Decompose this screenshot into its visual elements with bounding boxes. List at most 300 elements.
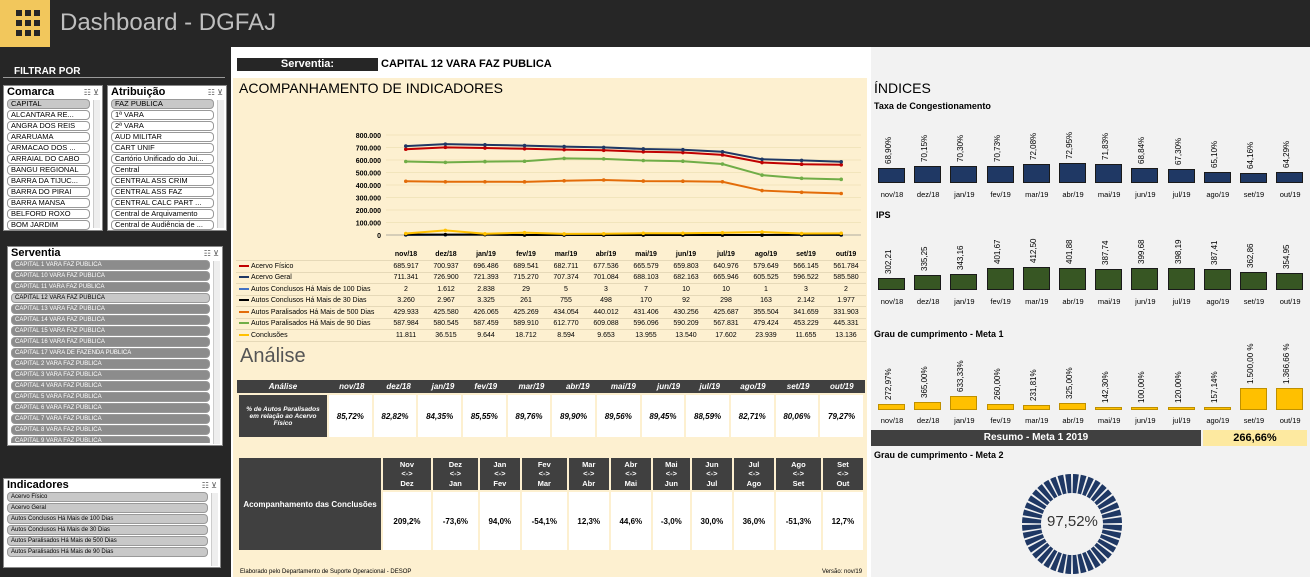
table-cell: 2: [826, 284, 866, 296]
analise-header-cell[interactable]: Análise: [268, 382, 298, 391]
conclusoes-header-row: [239, 458, 863, 490]
ips-title: IPS: [876, 210, 891, 220]
slicer-item[interactable]: CENTRAL ASS CRIM: [111, 176, 214, 186]
table-cell: 163: [746, 295, 786, 307]
slicer-item[interactable]: BARRA DA TIJUC...: [7, 176, 90, 186]
menu-grid-icon[interactable]: [0, 0, 50, 47]
bar: [1240, 173, 1267, 183]
table-cell: 580.545: [426, 318, 466, 330]
slicer-item[interactable]: CAPITAL 1 VARA FAZ PUBLICA: [11, 260, 210, 270]
analise-value: 89,56%: [597, 395, 640, 437]
bar-category: dez/18: [916, 416, 940, 425]
conclusoes-value: 94,0%: [480, 492, 520, 550]
period-part: Mai: [665, 459, 678, 469]
bar: [987, 166, 1014, 183]
bar: [1276, 172, 1303, 183]
data-point: [483, 160, 487, 164]
bar-label: 399,68: [1137, 239, 1147, 265]
bar-label: 64,29%: [1282, 141, 1292, 169]
table-row: [236, 284, 866, 296]
table-cell: 434.054: [546, 307, 586, 319]
scrollbar[interactable]: [213, 261, 220, 444]
clear-filter-icon[interactable]: ☷ ⊻: [207, 88, 223, 97]
data-point: [721, 180, 725, 184]
scrollbar[interactable]: [211, 493, 218, 566]
table-cell: 13.136: [826, 330, 866, 342]
data-point: [800, 159, 804, 163]
analise-month: jan/19: [431, 382, 455, 391]
slicer-item[interactable]: BARRA MANSA: [7, 198, 90, 208]
bar-category: nov/18: [880, 190, 904, 199]
table-header-row: [236, 249, 866, 261]
bar-label: 67,30%: [1173, 138, 1183, 166]
table-cell: 755: [546, 295, 586, 307]
table-row: [236, 272, 866, 284]
slicer-item[interactable]: CAPITAL 4 VARA FAZ PUBLICA: [11, 381, 210, 391]
slicer-item[interactable]: CAPITAL 10 VARA FAZ PUBLICA: [11, 271, 210, 281]
table-cell: 3.325: [466, 295, 506, 307]
legend-swatch: [239, 276, 249, 278]
table-cell: 341.659: [786, 307, 826, 319]
slicer-item[interactable]: BOM JARDIM: [7, 220, 90, 230]
slicer-item[interactable]: Cartório Unificado do Jui...: [111, 154, 214, 164]
table-row: [236, 318, 866, 330]
data-point: [641, 147, 645, 151]
period-part: Mai: [624, 478, 638, 488]
bar-label: 302,21: [884, 250, 893, 275]
analise-month: dez/18: [386, 382, 411, 391]
data-point: [721, 153, 725, 157]
slicer-item[interactable]: ALCANTARA RE...: [7, 110, 90, 120]
clear-filter-icon[interactable]: ☷ ⊻: [201, 481, 217, 490]
series-name: Autos Conclusos Há Mais de 30 Dias: [251, 297, 367, 305]
period-header: [522, 458, 567, 490]
analise-value: 84,35%: [418, 395, 461, 437]
donut-segment: [1065, 555, 1071, 574]
table-cell: 3: [786, 284, 826, 296]
indices-title: ÍNDICES: [874, 80, 931, 96]
data-point: [602, 157, 606, 161]
analise-month: jul/19: [699, 382, 720, 391]
month-header: dez/18: [426, 249, 466, 261]
bar-category: out/19: [1279, 190, 1301, 199]
bar: [914, 275, 941, 290]
data-point: [721, 231, 725, 235]
data-point: [404, 147, 408, 151]
data-point: [562, 148, 566, 152]
table-cell: 479.424: [746, 318, 786, 330]
slicer-item[interactable]: CENTRAL CALC PART ...: [111, 198, 214, 208]
data-point: [562, 179, 566, 183]
bar-label: 343,16: [956, 245, 966, 271]
slicer-item[interactable]: Central: [111, 165, 214, 175]
slicer-item[interactable]: CAPITAL 7 VARA FAZ PUBLICA: [11, 414, 210, 424]
table-cell: 587.984: [386, 318, 426, 330]
bar-category: jun/19: [1135, 416, 1156, 425]
period-part: <->: [748, 469, 760, 479]
slicer-item[interactable]: BARRA DO PIRAI: [7, 187, 90, 197]
slicer-item[interactable]: Acervo Geral: [7, 503, 208, 513]
table-cell: 298: [706, 295, 746, 307]
bar-label: 120,00%: [1173, 371, 1183, 403]
data-point: [562, 157, 566, 161]
indicators-table: [236, 249, 866, 342]
month-header: jul/19: [706, 249, 746, 261]
data-point: [800, 232, 804, 236]
bar-label: 72,95%: [1065, 132, 1074, 160]
data-point: [721, 150, 725, 154]
slicer-item[interactable]: ANGRA DOS REIS: [7, 121, 90, 131]
table-cell: 567.831: [706, 318, 746, 330]
table-cell: 689.541: [506, 261, 546, 273]
analise-month: nov/18: [339, 382, 365, 391]
data-point: [681, 148, 685, 152]
table-cell: 426.065: [466, 307, 506, 319]
bar-category: ago/19: [1206, 297, 1230, 306]
data-point: [444, 142, 448, 146]
bar-category: out/19: [1279, 416, 1301, 425]
bar: [987, 268, 1014, 290]
table-cell: 17.602: [706, 330, 746, 342]
legend-swatch: [239, 288, 249, 290]
bar: [1023, 267, 1050, 290]
bar-label: 365,00%: [920, 366, 930, 398]
y-tick-label: 200.000: [355, 208, 381, 215]
atribuicao-list: [108, 99, 226, 230]
slicer-item[interactable]: CAPITAL 12 VARA FAZ PUBLICA: [11, 293, 210, 303]
table-cell: 440.012: [586, 307, 626, 319]
period-part: Mar: [537, 478, 551, 488]
table-cell: 587.459: [466, 318, 506, 330]
app-title: Dashboard - DGFAJ: [60, 9, 277, 36]
table-cell: 36.515: [426, 330, 466, 342]
bar-category: dez/18: [916, 190, 940, 199]
bar: [1204, 407, 1231, 410]
analise-title: Análise: [240, 345, 306, 367]
series-label: [236, 284, 386, 296]
analise-month: mar/19: [518, 382, 545, 391]
bar-category: abr/19: [1062, 297, 1084, 306]
slicer-item[interactable]: CAPITAL 16 VARA FAZ PUBLICA: [11, 337, 210, 347]
bar-label: 72,08%: [1028, 132, 1038, 161]
bar: [950, 274, 977, 290]
data-point: [444, 229, 448, 233]
table-cell: 445.331: [826, 318, 866, 330]
slicer-item[interactable]: CAPITAL 9 VARA FAZ PUBLICA: [11, 436, 210, 443]
table-cell: 682.163: [666, 272, 706, 284]
bar-label: 1.500,00 %: [1246, 343, 1255, 384]
period-header: [776, 458, 821, 490]
data-point: [721, 162, 725, 166]
taxa-title: Taxa de Congestionamento: [874, 101, 991, 111]
series-label: [236, 261, 386, 273]
table-cell: 707.374: [546, 272, 586, 284]
period-part: <->: [494, 469, 506, 479]
bar-category: out/19: [1279, 297, 1301, 306]
slicer-item[interactable]: Autos Conclusos Há Mais de 30 Dias: [7, 525, 208, 535]
donut-segment: [1073, 555, 1079, 574]
period-header: [692, 458, 732, 490]
period-part: Jan: [493, 459, 507, 469]
table-cell: 596.096: [626, 318, 666, 330]
slicer-item[interactable]: CAPITAL 15 VARA FAZ PUBLICA: [11, 326, 210, 336]
table-cell: 425.580: [426, 307, 466, 319]
atribuicao-title: Atribuição: [111, 86, 166, 98]
slicer-item[interactable]: Autos Paralisados Há Mais de 500 Dias: [7, 536, 208, 546]
table-cell: 696.486: [466, 261, 506, 273]
comarca-slicer: [3, 85, 103, 231]
period-part: Dez: [448, 459, 463, 469]
table-cell: 9.653: [586, 330, 626, 342]
slicer-item[interactable]: CAPITAL 8 VARA FAZ PUBLICA: [11, 425, 210, 435]
indicadores-title: Indicadores: [7, 479, 69, 491]
series-line-4: [406, 180, 841, 194]
bar: [1023, 405, 1050, 410]
resumo-value: 266,66%: [1203, 430, 1307, 446]
filter-heading: FILTRAR POR: [14, 66, 81, 77]
period-part: <->: [837, 469, 849, 479]
bar: [1240, 272, 1267, 290]
slicer-item[interactable]: Acervo Físico: [7, 492, 208, 502]
data-point: [562, 232, 566, 236]
table-cell: 596.522: [786, 272, 826, 284]
period-part: <->: [792, 469, 805, 479]
footer-credit: Elaborado pelo Departamento de Suporte Operacional - DESOP: [240, 569, 412, 575]
bar: [1168, 407, 1195, 410]
conclusoes-value: 44,6%: [611, 492, 651, 550]
slicer-item[interactable]: ARRAIAL DO CABO: [7, 154, 90, 164]
table-cell: 425.687: [706, 307, 746, 319]
bar-label: 68,90%: [884, 136, 893, 164]
acomp-title: ACOMPANHAMENTO DE INDICADORES: [239, 80, 503, 96]
table-cell: 640.976: [706, 261, 746, 273]
data-point: [681, 179, 685, 183]
slicer-item[interactable]: Autos Conclusos Há Mais de 100 Dias: [7, 514, 208, 524]
data-point: [800, 177, 804, 181]
table-cell: 609.088: [586, 318, 626, 330]
donut-segment: [1065, 474, 1071, 493]
table-cell: 1.977: [826, 295, 866, 307]
bar-label: 335,25: [920, 246, 930, 271]
conclusoes-value: -3,0%: [653, 492, 690, 550]
conclusoes-value: 209,2%: [383, 492, 431, 550]
bar: [1131, 268, 1158, 290]
bar-label: 401,88: [1065, 239, 1074, 264]
bar-category: dez/18: [916, 297, 940, 306]
bar-label: 231,81%: [1028, 369, 1038, 401]
slicer-item[interactable]: CAPITAL 14 VARA FAZ PUBLICA: [11, 315, 210, 325]
bar-label: 272,97%: [884, 368, 893, 400]
bar: [1023, 164, 1050, 183]
clear-filter-icon[interactable]: ☷ ⊻: [203, 249, 219, 258]
bar-label: 260,00%: [992, 368, 1002, 401]
period-part: Fev: [537, 459, 551, 469]
bar-label: 70,15%: [920, 135, 930, 163]
slicer-item[interactable]: 1ª VARA: [111, 110, 214, 120]
analise-month: set/19: [786, 382, 810, 391]
series-name: Acervo Geral: [251, 274, 292, 282]
slicer-item[interactable]: Central de Audiência de ...: [111, 220, 214, 230]
slicer-item[interactable]: CAPITAL 13 VARA FAZ PUBLICA: [11, 304, 210, 314]
slicer-item[interactable]: ARARUAMA: [7, 132, 90, 142]
period-header: [569, 458, 609, 490]
analise-month: out/19: [829, 382, 854, 391]
bar: [950, 166, 977, 183]
data-point: [444, 180, 448, 184]
slicer-item[interactable]: 2ª VARA: [111, 121, 214, 131]
slicer-item[interactable]: CENTRAL ASS FAZ: [111, 187, 214, 197]
bar-category: mai/19: [1097, 297, 1121, 306]
bar-category: jan/19: [954, 190, 975, 199]
table-cell: 2.838: [466, 284, 506, 296]
bar-category: fev/19: [990, 416, 1011, 425]
slicer-item[interactable]: Central de Arquivamento: [111, 209, 214, 219]
scrollbar[interactable]: [217, 100, 224, 228]
series-name: Conclusões: [251, 331, 288, 339]
period-header: [383, 458, 431, 490]
analise-value: 82,71%: [731, 395, 774, 437]
data-point: [602, 146, 606, 150]
bar-label: 398,19: [1173, 239, 1183, 265]
comarca-title: Comarca: [7, 86, 55, 98]
period-part: Set: [792, 478, 805, 488]
series-line-6: [406, 230, 841, 233]
bar-category: mar/19: [1025, 416, 1049, 425]
bar: [1204, 269, 1231, 290]
slicer-item[interactable]: CAPITAL 3 VARA FAZ PUBLICA: [11, 370, 210, 380]
conclusoes-value: 12,3%: [569, 492, 609, 550]
bar: [878, 168, 905, 183]
series-label: [236, 272, 386, 284]
bar: [914, 166, 941, 183]
slicer-item[interactable]: CAPITAL 11 VARA FAZ PUBLICA: [11, 282, 210, 292]
slicer-item[interactable]: CAPITAL 2 VARA FAZ PUBLICA: [11, 359, 210, 369]
slicer-item[interactable]: ARMACAO DOS ...: [7, 143, 90, 153]
period-part: <->: [665, 469, 677, 479]
month-header: mai/19: [626, 249, 666, 261]
bar: [878, 278, 905, 290]
slicer-item[interactable]: CAPITAL 6 VARA FAZ PUBLICA: [11, 403, 210, 413]
bar-label: 387,41: [1209, 240, 1219, 266]
table-cell: 170: [626, 295, 666, 307]
bar-label: 68,84%: [1137, 136, 1147, 164]
bar-label: 633,33%: [956, 360, 966, 393]
table-cell: 10: [666, 284, 706, 296]
bar: [1240, 388, 1267, 410]
meta2-value: 97,52%: [1047, 513, 1098, 530]
table-cell: 726.900: [426, 272, 466, 284]
table-cell: 579.649: [746, 261, 786, 273]
series-label: [236, 330, 386, 342]
conclusoes-table: [237, 456, 865, 552]
serventia-value: CAPITAL 12 VARA FAZ PUBLICA: [381, 58, 552, 70]
period-part: <->: [401, 469, 413, 479]
period-part: Out: [836, 478, 850, 488]
bar: [1276, 273, 1303, 290]
table-cell: 2.142: [786, 295, 826, 307]
slicer-item[interactable]: CAPITAL: [7, 99, 90, 109]
period-header: [734, 458, 774, 490]
slicer-item[interactable]: FAZ PUBLICA: [111, 99, 214, 109]
slicer-item[interactable]: BANGU REGIONAL: [7, 165, 90, 175]
data-point: [760, 173, 764, 177]
table-row: [236, 307, 866, 319]
bar: [950, 396, 977, 410]
slicer-item[interactable]: AUD MILITAR: [111, 132, 214, 142]
period-part: Ago: [791, 459, 806, 469]
bar-category: nov/18: [880, 416, 904, 425]
bar-category: abr/19: [1062, 416, 1084, 425]
table-cell: 429.933: [386, 307, 426, 319]
table-cell: 10: [706, 284, 746, 296]
table-cell: 5: [546, 284, 586, 296]
table-cell: 2: [386, 284, 426, 296]
table-cell: 700.937: [426, 261, 466, 273]
bar: [914, 402, 941, 410]
period-part: Jul: [706, 478, 718, 488]
month-header: set/19: [786, 249, 826, 261]
table-cell: 682.711: [546, 261, 586, 273]
table-cell: 585.580: [826, 272, 866, 284]
slicer-item[interactable]: CART UNIF: [111, 143, 214, 153]
bar-category: mai/19: [1097, 416, 1121, 425]
table-cell: 688.103: [626, 272, 666, 284]
bar-category: jul/19: [1172, 297, 1191, 306]
period-header: [433, 458, 478, 490]
period-part: Ago: [746, 478, 762, 488]
slicer-item[interactable]: CAPITAL 5 VARA FAZ PUBLICA: [11, 392, 210, 402]
period-header: [823, 458, 863, 490]
serventia-slicer: [7, 246, 223, 446]
table-row: [236, 330, 866, 342]
analise-value: 89,45%: [642, 395, 685, 437]
series-line-5: [406, 158, 841, 179]
series-label: [236, 295, 386, 307]
conclusoes-value: 30,0%: [692, 492, 732, 550]
conclusoes-value: -51,3%: [776, 492, 821, 550]
table-cell: 9.644: [466, 330, 506, 342]
bar-category: jan/19: [954, 297, 975, 306]
data-point: [760, 189, 764, 193]
table-row: [236, 295, 866, 307]
data-point: [523, 231, 527, 235]
bar: [1131, 407, 1158, 410]
month-header: jun/19: [666, 249, 706, 261]
bar-label: 70,73%: [992, 134, 1002, 162]
table-cell: 665.946: [706, 272, 746, 284]
slicer-item[interactable]: CAPITAL 17 VARA DE FAZENDA PUBLICA: [11, 348, 210, 358]
period-part: Jan: [448, 478, 462, 488]
clear-filter-icon[interactable]: ☷ ⊻: [83, 88, 99, 97]
table-cell: 605.525: [746, 272, 786, 284]
slicer-item[interactable]: BELFORD ROXO: [7, 209, 90, 219]
serventia-title: Serventia: [11, 247, 61, 259]
bar-label: 401,67: [992, 239, 1002, 264]
bar-category: jul/19: [1172, 190, 1191, 199]
slicer-item[interactable]: Autos Paralisados Há Mais de 90 Dias: [7, 547, 208, 557]
bar-label: 387,74: [1101, 240, 1111, 266]
bar-category: abr/19: [1062, 190, 1084, 199]
table-cell: 566.145: [786, 261, 826, 273]
bar-category: mai/19: [1097, 190, 1121, 199]
period-part: <->: [625, 469, 637, 479]
legend-swatch: [239, 334, 249, 336]
table-cell: 715.270: [506, 272, 546, 284]
scrollbar[interactable]: [93, 100, 100, 228]
table-cell: 453.229: [786, 318, 826, 330]
bar-category: mar/19: [1025, 190, 1049, 199]
data-point: [523, 180, 527, 184]
